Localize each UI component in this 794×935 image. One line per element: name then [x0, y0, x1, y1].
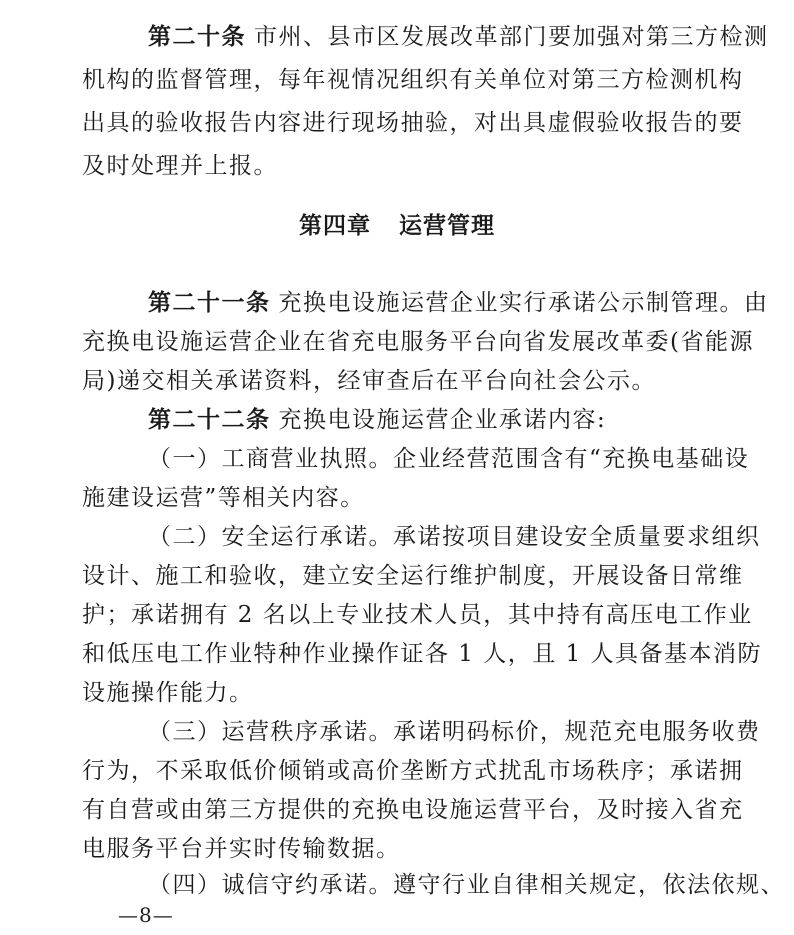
- chapter-heading: [0, 211, 794, 241]
- item-2-line-2: 设计、施工和验收，建立安全运行维护制度，开展设备日常维: [82, 563, 744, 589]
- item-1-line-2: 施建设运营”等相关内容。: [82, 485, 365, 511]
- article-20-line-2: 机构的监督管理，每年视情况组织有关单位对第三方检测机构: [82, 67, 744, 93]
- article-21-line-3: 局)递交相关承诺资料，经审查后在平台向社会公示。: [82, 368, 656, 394]
- item-2-line-5: 设施操作能力。: [82, 680, 254, 706]
- item-3-line-4: 电服务平台并实时传输数据。: [82, 836, 401, 862]
- item-2-line-4: 和低压电工作业特种作业操作证各 1 人，且 1 人具备基本消防: [82, 641, 763, 667]
- item-3-line-2: 行为，不采取低价倾销或高价垄断方式扰乱市场秩序；承诺拥: [82, 758, 744, 784]
- item-3-line-1: （三）运营秩序承诺。承诺明码标价，规范充电服务收费: [148, 719, 761, 745]
- item-3-line-3: 有自营或由第三方提供的充换电设施运营平台，及时接入省充: [82, 797, 744, 823]
- item-1-line-1: （一）工商营业执照。企业经营范围含有“充换电基础设: [148, 446, 750, 472]
- article-22-line-1: 第二十二条 充换电设施运营企业承诺内容:: [148, 407, 607, 433]
- article-20-label: 第二十条: [148, 24, 246, 50]
- article-21-line-1: 第二十一条 充换电设施运营企业实行承诺公示制管理。由: [148, 290, 769, 316]
- article-20-line-3: 出具的验收报告内容进行现场抽验，对出具虚假验收报告的要: [82, 110, 744, 136]
- item-2-line-1: （二）安全运行承诺。承诺按项目建设安全质量要求组织: [148, 524, 761, 550]
- page-number: —8—: [118, 903, 174, 927]
- chapter-number: 第四章: [299, 213, 371, 239]
- article-22-label: 第二十二条: [148, 407, 271, 433]
- article-21-label: 第二十一条: [148, 290, 271, 316]
- item-4-line-1: （四）诚信守约承诺。遵守行业自律相关规定，依法依规、: [148, 872, 785, 898]
- chapter-title: 运营管理: [399, 213, 495, 239]
- article-21-line-2: 充换电设施运营企业在省充电服务平台向省发展改革委(省能源: [82, 329, 754, 355]
- article-20-line-4: 及时处理并上报。: [82, 153, 278, 179]
- item-2-line-3: 护；承诺拥有 2 名以上专业技术人员，其中持有高压电工作业: [82, 602, 753, 628]
- article-20-line-1: 第二十条 市州、县市区发展改革部门要加强对第三方检测: [148, 24, 769, 50]
